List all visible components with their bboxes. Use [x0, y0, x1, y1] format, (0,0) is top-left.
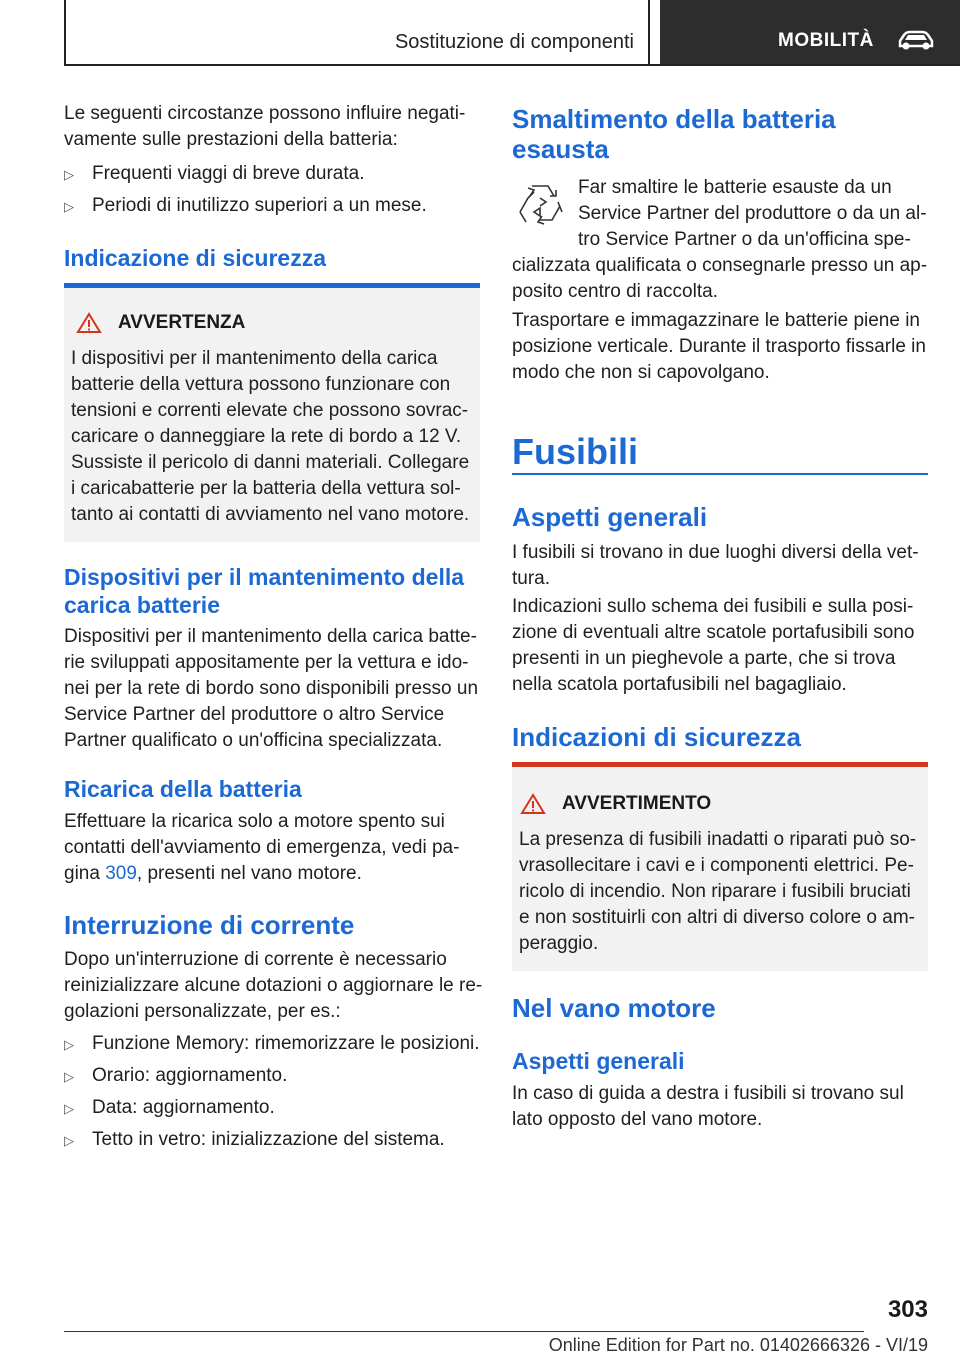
- text-span: , presenti nel vano motore.: [136, 863, 362, 884]
- engine-paragraph: [512, 1081, 932, 1133]
- triangle-bullet-icon: ▷: [64, 167, 74, 182]
- intro-line: Le seguenti circostanze possono influire negati-: [64, 103, 466, 124]
- page-number: 303: [887, 1296, 928, 1323]
- paragraph-line: nella scatola portafusibili nel bagagliaio.: [512, 674, 847, 695]
- list-item: [64, 1063, 484, 1090]
- header-divider: [648, 0, 650, 66]
- warning-box: [512, 762, 928, 971]
- paragraph-line: Far smaltire le batterie esauste da un: [578, 177, 892, 198]
- warning-line: vrasollecitare i cavi e i componenti elettrici. Pe-: [519, 855, 914, 876]
- section-heading: Aspetti generali: [512, 502, 708, 532]
- warning-line: I dispositivi per il mantenimento della carica: [71, 348, 438, 369]
- triangle-bullet-icon: ▷: [64, 1133, 74, 1148]
- paragraph-line: posito centro di raccolta.: [512, 281, 718, 302]
- warning-triangle-icon: [520, 793, 546, 815]
- list-item-text: Data: aggiornamento.: [92, 1097, 275, 1118]
- heading-line: carica batterie: [64, 592, 220, 618]
- paragraph-line: cializzata qualificata o consegnarle presso un ap-: [512, 255, 928, 276]
- warning-title: AVVERTENZA: [118, 312, 246, 333]
- paragraph-line: modo che non si capovolgano.: [512, 362, 770, 383]
- paragraph-line: Effettuare la ricarica solo a motore spento sui: [64, 811, 445, 832]
- maint-paragraph: [64, 624, 484, 754]
- paragraph-line: Indicazioni sullo schema dei fusibili e sulla posi-: [512, 596, 914, 617]
- interrupt-paragraph: [64, 947, 484, 1025]
- warning-title-row: [520, 793, 711, 815]
- paragraph-line: Dispositivi per il mantenimento della carica batte-: [64, 626, 477, 647]
- header-chapter-tab[interactable]: [660, 0, 960, 64]
- warning-line: peraggio.: [519, 933, 599, 954]
- list-item: [64, 193, 484, 220]
- paragraph-line: zione di eventuali altre scatole portafusibili sono: [512, 622, 915, 643]
- warning-line: La presenza di fusibili inadatti o riparati può so-: [519, 829, 917, 850]
- transport-paragraph: [512, 308, 932, 386]
- left-intro: [64, 101, 484, 153]
- paragraph-line: golazioni personalizzate, per es.:: [64, 1001, 341, 1022]
- warning-line: batterie della vettura possono funzionare con: [71, 374, 451, 395]
- list-item-text: Frequenti viaggi di breve durata.: [92, 163, 365, 184]
- header-rule: [64, 64, 960, 66]
- paragraph-line: Service Partner del produttore o altro Service: [64, 704, 445, 725]
- heading-line: esausta: [512, 134, 609, 164]
- paragraph-line: reinizializzare alcune dotazioni o aggiornare le re-: [64, 975, 483, 996]
- paragraph-line: Service Partner del produttore o da un al-: [578, 203, 927, 224]
- paragraph-line: Dopo un'interruzione di corrente è necessario: [64, 949, 447, 970]
- heading-line: Smaltimento della batteria: [512, 104, 836, 134]
- paragraph-line: Partner qualificato o un'officina specializzata.: [64, 730, 443, 751]
- list-item: [64, 1127, 484, 1154]
- list-item-text: Tetto in vetro: inizializzazione del sistema.: [92, 1129, 445, 1150]
- charge-paragraph: [64, 809, 484, 887]
- paragraph-line: tura.: [512, 568, 551, 589]
- list-item-text: Periodi di inutilizzo superiori a un mese.: [92, 195, 427, 216]
- warning-triangle-icon: [76, 312, 102, 334]
- recycling-icon: [512, 178, 568, 234]
- warning-line: Sussiste il pericolo di danni materiali. Collegare: [71, 452, 470, 473]
- footer-rule: [64, 1331, 864, 1332]
- list-item: [64, 1031, 484, 1058]
- warning-line: ricolo di incendio. Non riparare i fusibili bruciati: [519, 881, 911, 902]
- warning-title: AVVERTIMENTO: [562, 793, 712, 814]
- chapter-heading: Fusibili: [512, 431, 638, 472]
- disposal-indented-text: [578, 175, 932, 253]
- warning-box: [64, 283, 480, 542]
- paragraph-line: posizione verticale. Durante il trasporto fissarle in: [512, 336, 926, 357]
- section-heading: Ricarica della batteria: [64, 776, 302, 802]
- car-icon: [896, 28, 936, 54]
- paragraph-line: nei per la rete di bordo sono disponibili presso un: [64, 678, 479, 699]
- triangle-bullet-icon: ▷: [64, 199, 74, 214]
- page-link-309[interactable]: 309: [105, 863, 137, 884]
- warning-line: i caricabatterie per la batteria della vettura sol-: [71, 478, 461, 499]
- paragraph-line: lato opposto del vano motore.: [512, 1109, 763, 1130]
- warning-body: [71, 346, 476, 528]
- warning-line: tensioni e correnti elevate che possono sovrac-: [71, 400, 469, 421]
- triangle-bullet-icon: ▷: [64, 1101, 74, 1116]
- list-item-text: Orario: aggiornamento.: [92, 1065, 288, 1086]
- header-chapter-label: MOBILITÀ: [778, 30, 874, 51]
- paragraph-line: Trasportare e immagazzinare le batterie piene in: [512, 310, 920, 331]
- section-heading: Interruzione di corrente: [64, 910, 355, 940]
- paragraph-line: presenti in un pieghevole a parte, che si trova: [512, 648, 896, 669]
- section-heading: Indicazioni di sicurezza: [512, 722, 801, 752]
- section-heading: [512, 104, 932, 164]
- triangle-bullet-icon: ▷: [64, 1037, 74, 1052]
- paragraph-line: I fusibili si trovano in due luoghi diversi della vet-: [512, 542, 919, 563]
- chapter-rule: [512, 473, 928, 475]
- warning-body: [519, 827, 924, 957]
- paragraph-line: contatti dell'avviamento di emergenza, vedi pa-: [64, 837, 460, 858]
- list-item: [64, 1095, 484, 1122]
- section-heading: Indicazione di sicurezza: [64, 245, 327, 271]
- paragraph-line: [64, 861, 484, 887]
- triangle-bullet-icon: ▷: [64, 1069, 74, 1084]
- heading-line: Dispositivi per il mantenimento della: [64, 564, 465, 590]
- section-heading: [64, 563, 484, 619]
- warning-line: e non sostituirli con altri di diverso colore o am-: [519, 907, 916, 928]
- warning-title-row: [76, 312, 245, 334]
- intro-line: vamente sulle prestazioni della batteria:: [64, 129, 398, 150]
- indications-paragraph: [512, 594, 932, 698]
- list-item: [64, 161, 484, 188]
- text-span: gina: [64, 863, 106, 884]
- section-heading: Nel vano motore: [512, 993, 716, 1023]
- general-paragraph: [512, 540, 932, 592]
- header-section-title: Sostituzione di componenti: [394, 31, 634, 53]
- warning-line: tanto ai contatti di avviamento nel vano motore.: [71, 504, 470, 525]
- warning-line: caricare o danneggiare la rete di bordo a 12 V.: [71, 426, 462, 447]
- paragraph-line: In caso di guida a destra i fusibili si trovano sul: [512, 1083, 904, 1104]
- footer-edition: Online Edition for Part no. 01402666326 - VI/19: [548, 1335, 928, 1355]
- paragraph-line: tro Service Partner o da un'officina spe-: [578, 229, 911, 250]
- paragraph-line: rie sviluppati appositamente per la vettura e ido-: [64, 652, 469, 673]
- list-item-text: Funzione Memory: rimemorizzare le posizioni.: [92, 1033, 480, 1054]
- disposal-text: [512, 253, 932, 305]
- subsection-heading: Aspetti generali: [512, 1048, 685, 1074]
